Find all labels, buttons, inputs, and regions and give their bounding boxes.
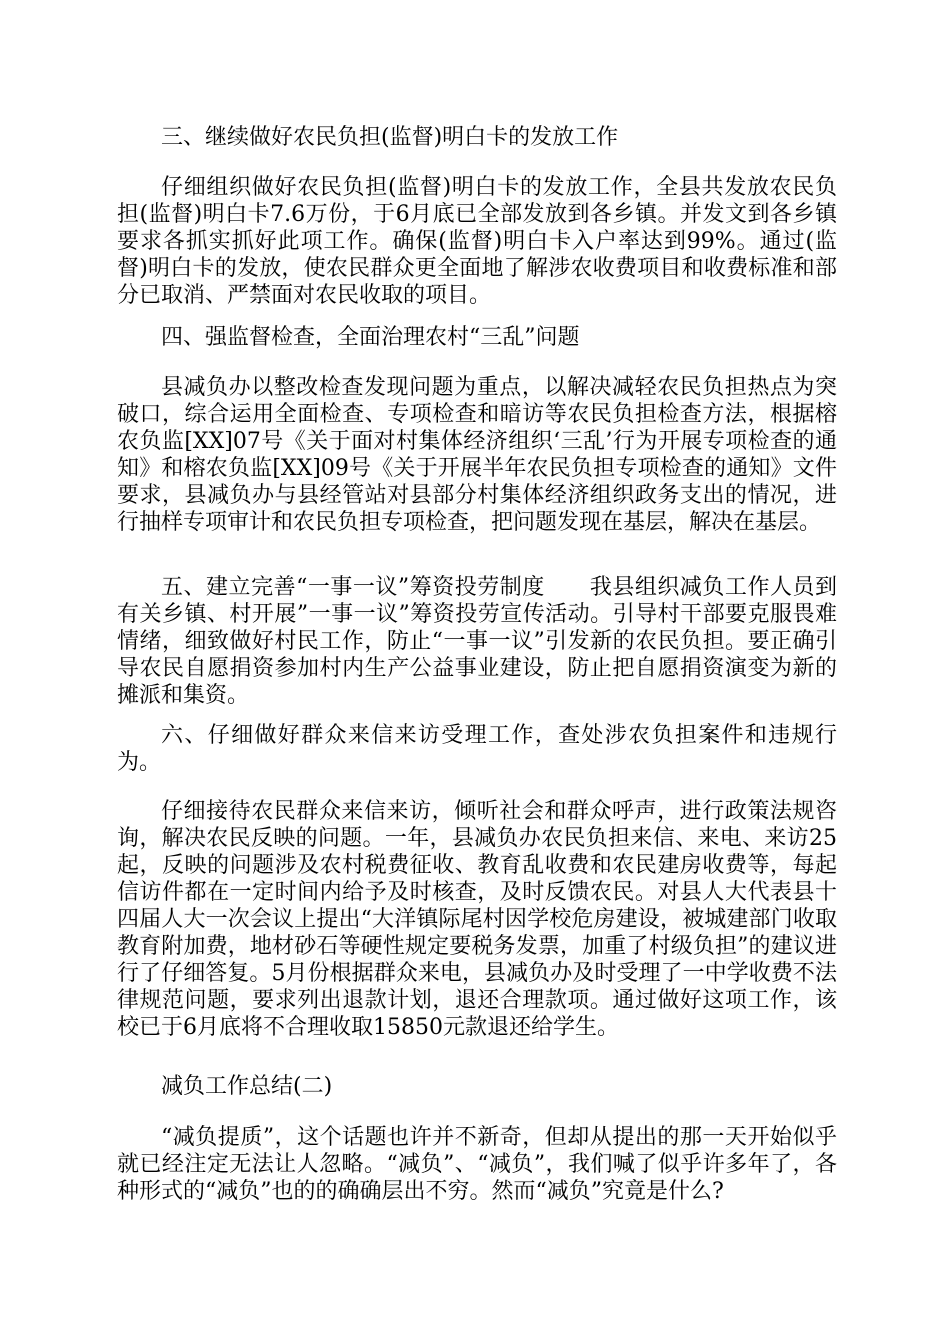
body-paragraph-1: 仔细组织做好农民负担(监督)明白卡的发放工作，全县共发放农民负担(监督)明白卡7.6万份，于6月底已全部发放到各乡镇。并发文到各乡镇要求各抓实抓好此项工作。确保(监督)明白卡入户率达到99%。通过(监督)明白卡的发放，使农民群众更全面地了解涉农收费项目和收费标准和部分已取消、严禁面对农民收取的项目。 [117, 175, 837, 308]
document-page [117, 0, 837, 1344]
section-heading-6: 六、仔细做好群众来信来访受理工作，查处涉农负担案件和违规行为。 [117, 723, 837, 775]
section-heading-3: 三、继续做好农民负担(监督)明白卡的发放工作 [161, 125, 619, 150]
body-paragraph-5: “减负提质”，这个话题也许并不新奇，但却从提出的那一天开始似乎就已经注定无法让人忽略。“减负”、“减负”，我们喊了似乎许多年了，各种形式的“减负”也的的确确层出不穷。然而“减负”究竟是什么? [117, 1125, 837, 1204]
body-paragraph-2: 县减负办以整改检查发现问题为重点，以解决减轻农民负担热点为突破口，综合运用全面检查、专项检查和暗访等农民负担检查方法，根据榕农负监[XX]07号《关于面对村集体经济组织‘三乱’行为开展专项检查的通知》和榕农负监[XX]09号《关于开展半年农民负担专项检查的通知》文件要求，县减负办与县经管站对县部分村集体经济组织政务支出的情况，进行抽样专项审计和农民负担专项检查，把问题发现在基层，解决在基层。 [117, 375, 837, 535]
body-paragraph-3: 五、建立完善“一事一议”筹资投劳制度 我县组织减负工作人员到有关乡镇、村开展”一事一议”筹资投劳宣传活动。引导村干部要克服畏难情绪，细致做好村民工作，防止“一事一议”引发新的农民负担。要正确引导农民自愿捐资参加村内生产公益事业建设，防止把自愿捐资演变为新的摊派和集资。 [117, 575, 837, 708]
subtitle-summary-2: 减负工作总结(二) [161, 1074, 333, 1099]
body-paragraph-4: 仔细接待农民群众来信来访，倾听社会和群众呼声，进行政策法规咨询，解决农民反映的问题。一年，县减负办农民负担来信、来电、来访25起，反映的问题涉及农村税费征收、教育乱收费和农民建房收费等，每起信访件都在一定时间内给予及时核查，及时反馈农民。对县人大代表县十四届人大一次会议上提出“大洋镇际尾村因学校危房建设，被城建部门收取教育附加费，地材砂石等硬性规定要税务发票，加重了村级负担”的建议进行了仔细答复。5月份根据群众来电，县减负办及时受理了一中学收费不法律规范问题，要求列出退款计划，退还合理款项。通过做好这项工作，该校已于6月底将不合理收取15850元款退还给学生。 [117, 799, 837, 1040]
section-heading-4: 四、强监督检查，全面治理农村“三乱”问题 [161, 325, 580, 350]
